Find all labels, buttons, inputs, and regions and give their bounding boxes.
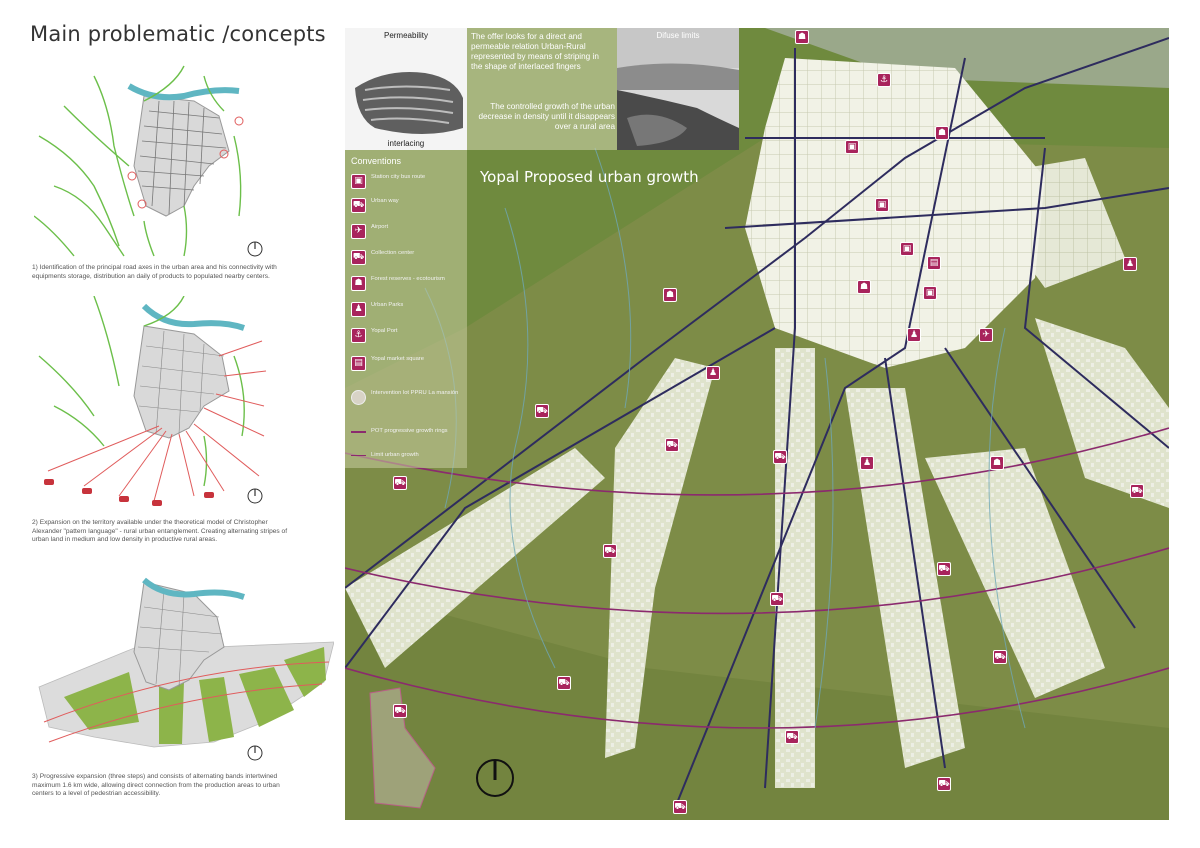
car-icon: ⛟ [394,478,406,488]
bus-station-icon: ▣ [900,242,914,256]
photo-label-interlacing: interlacing [387,139,425,148]
photo-diffuse-limits [617,28,739,150]
legend-panel [345,150,467,468]
hikers-icon: ☗ [351,276,366,291]
legend-item-label: Station city bus route [371,174,426,180]
hikers-icon: ☗ [857,280,871,294]
legend-item-label: Limit urban growth [371,452,419,458]
legend-item-label: Urban way [371,198,399,204]
airport-icon: ✈ [979,328,993,342]
photo-label-diffuse-limits: Difuse limits [656,31,700,40]
legend-item-label: Airport [371,224,389,230]
hikers-icon: ☗ [663,288,677,302]
truck-icon: ⛟ [786,732,798,742]
truck-icon: ⛟ [994,652,1006,662]
description-text-2: The controlled growth of the urban decrease in density until it disappears over a rural area [478,102,615,131]
legend-item-urban-parks [351,302,463,317]
market-icon: ▤ [927,256,941,270]
airport-icon: ✈ [351,224,366,239]
legend-item-airport [351,224,463,239]
legend-item-yopal-port [351,328,463,343]
legend-item-intervention-lot [351,390,463,405]
anchor-icon: ⚓ [351,328,366,343]
photo-label-permeability: Permeability [383,31,428,40]
park-walker-icon: ♟ [860,456,874,470]
bus-station-icon: ▣ [845,140,859,154]
diagram-progressive-expansion [34,572,334,772]
truck-icon: ⛟ [938,564,950,574]
anchor-icon: ⚓ [877,73,891,87]
bus-station-icon: ▣ [923,286,937,300]
legend-item-label: Intervention lot PPRU La mansión [371,390,459,396]
diagram-road-axes [34,56,274,261]
bus-station-icon: ▣ [351,174,366,189]
truck-icon: ⛟ [774,452,786,462]
truck-icon: ⛟ [351,250,366,265]
truck-icon: ☗ [795,30,809,44]
legend-item-label: Yopal Port [371,328,398,334]
description-panel [467,28,617,150]
bus-station-icon: ▣ [875,198,889,212]
hikers-icon: ☗ [935,126,949,140]
caption-step-3: 3) Progressive expansion (three steps) and consists of alternating bands intertwined maximum 1.6 km wide, allowing direct connection from the production areas to urban centers to a level of pedestrian accessibility. [32,773,280,798]
truck-icon: ⛟ [536,406,548,416]
legend-item-collection-center [351,250,463,265]
park-walker-icon: ♟ [351,302,366,317]
truck-icon: ⛟ [674,802,686,812]
market-icon: ▤ [351,356,366,371]
legend-item-market-square [351,356,463,371]
caption-step-1: 1) Identification of the principal road axes in the urban area and his connectivity with equipments storage, distribution an daily of products to populated nearby centers. [32,264,277,280]
legend-item-limit-growth [351,452,463,459]
truck-icon: ⛟ [394,706,406,716]
photo-interlaced-hands [345,28,467,150]
legend-item-label: Yopal market square [371,356,424,362]
diagram-expansion [34,296,274,506]
circle-icon [351,390,366,405]
legend-item-label: POT progressive growth rings [371,428,448,434]
legend-heading: Conventions [351,156,402,166]
legend-item-label: Collection center [371,250,415,256]
park-walker-icon: ♟ [907,328,921,342]
page-title: Main problematic /concepts [30,22,326,46]
car-icon: ⛟ [351,198,366,213]
line-icon [351,455,366,456]
park-walker-icon: ♟ [706,366,720,380]
truck-icon: ⛟ [558,678,570,688]
truck-icon: ⛟ [771,594,783,604]
legend-item-bus-station [351,174,463,189]
legend-item-label: Forest reserves - ecotourism [371,276,445,282]
legend-item-urban-way [351,198,463,213]
truck-icon: ⛟ [666,440,678,450]
caption-step-2: 2) Expansion on the territory available under the theoretical model of Christopher Alexander "pattern language" - rural urban entanglement. Creating alternating stripes of urban land in medium and low density in productive rural areas. [32,519,288,544]
legend-item-forest-reserves [351,276,463,291]
line-icon [351,431,366,433]
legend-item-label: Urban Parks [371,302,404,308]
legend-item-growth-rings [351,428,463,435]
truck-icon: ⛟ [938,779,950,789]
truck-icon: ⛟ [1131,486,1143,496]
truck-icon: ⛟ [604,546,616,556]
description-text-1: The offer looks for a direct and permeable relation Urban-Rural represented by means of striping in the shape of interlaced fingers [471,32,599,71]
map-title: Yopal Proposed urban growth [480,168,699,186]
hikers-icon: ☗ [990,456,1004,470]
park-walker-icon: ♟ [1123,257,1137,271]
